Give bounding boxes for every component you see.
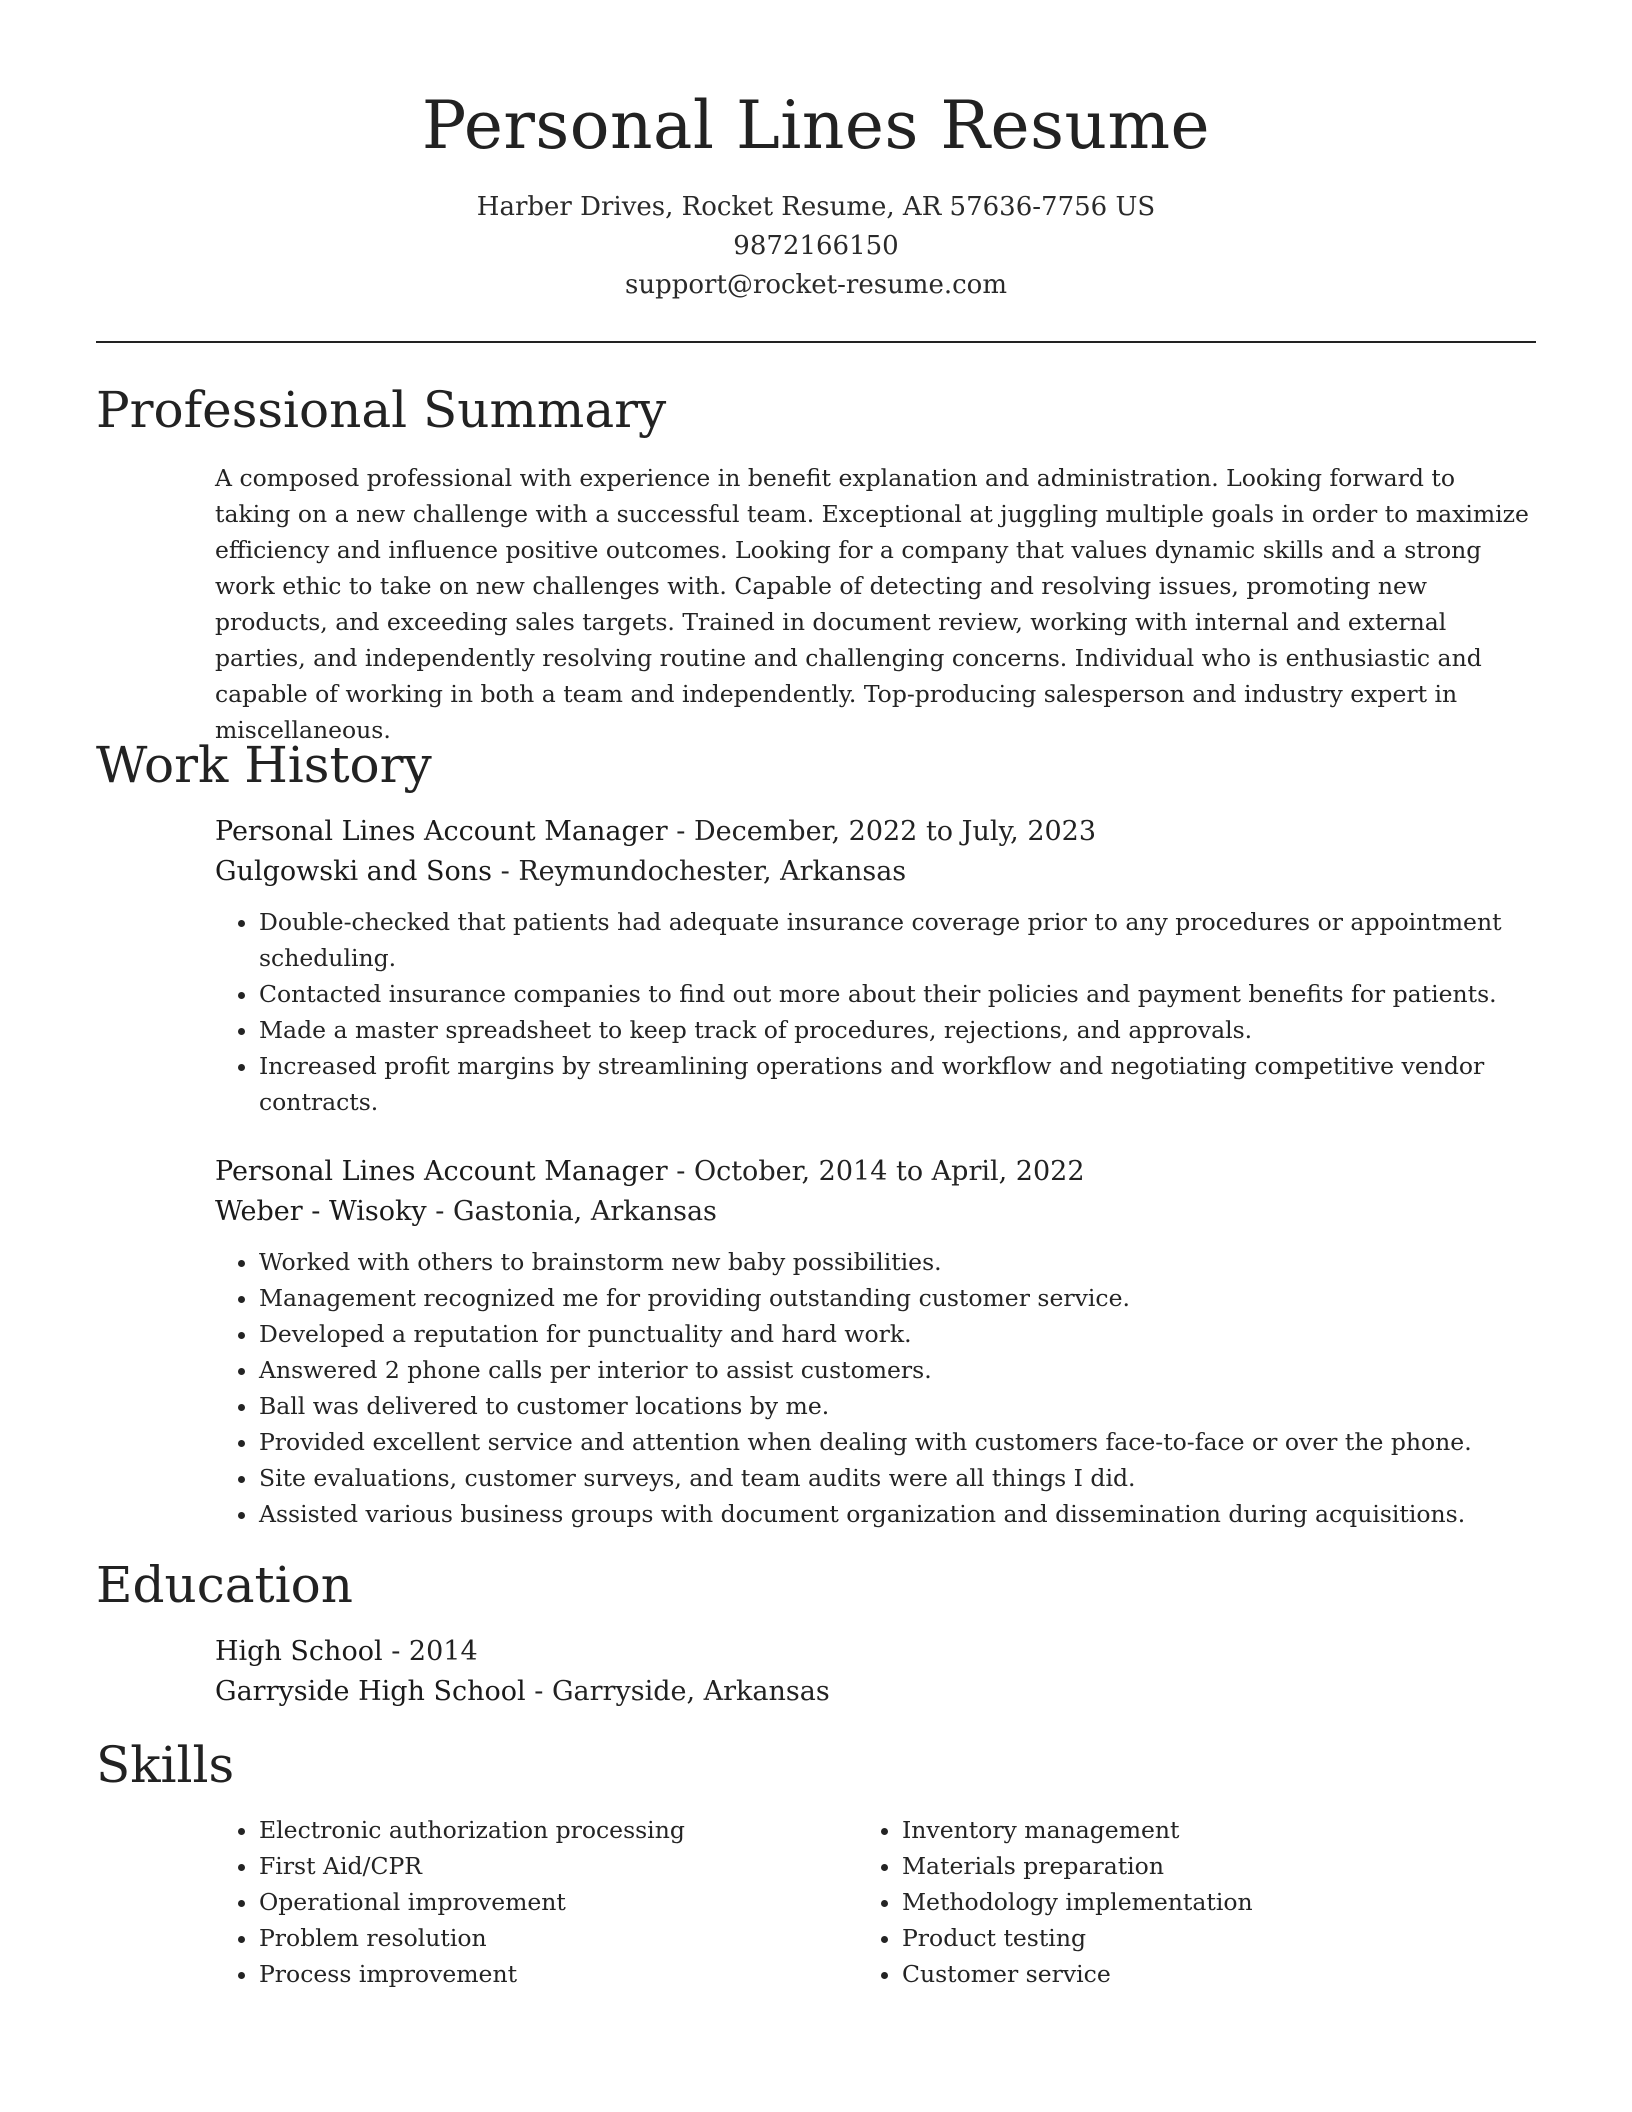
header-divider [96, 341, 1536, 343]
job-location: Gastonia, Arkansas [452, 1196, 717, 1227]
resume-name: Personal Lines Resume [421, 87, 1211, 164]
job-bullets [215, 904, 1535, 1120]
job-company-line [215, 1192, 1535, 1232]
education-school: Garryside High School [215, 1676, 526, 1707]
job-bullets [215, 1244, 1535, 1532]
skill-item: • Product testing [902, 1920, 1518, 1956]
job-bullet: • Made a master spreadsheet to keep track of procedures, rejections, and approvals. [259, 1012, 1535, 1048]
contact-address: Harber Drives, Rocket Resume, AR 57636-7756 US [476, 192, 1156, 222]
job-bullet: • Answered 2 phone calls per interior to assist customers. [259, 1352, 1535, 1388]
skills-column-left [215, 1812, 835, 1992]
job-role: Personal Lines Account Manager [215, 816, 668, 847]
job-separator: - [500, 856, 519, 887]
job-title-line [215, 812, 1535, 852]
job-company: Weber - Wisoky [215, 1196, 427, 1227]
section-title-summary: Professional Summary [96, 381, 667, 439]
skill-item: • First Aid/CPR [259, 1848, 835, 1884]
job-separator: - [676, 1156, 694, 1187]
education-degree: High School [215, 1636, 383, 1667]
skill-item: • Process improvement [259, 1956, 835, 1992]
job-bullet: • Developed a reputation for punctuality and hard work. [259, 1316, 1535, 1352]
job-entry-2 [215, 1152, 1535, 1532]
skill-item: • Customer service [902, 1956, 1518, 1992]
job-bullet: • Worked with others to brainstorm new baby possibilities. [259, 1244, 1535, 1280]
skill-item: • Materials preparation [902, 1848, 1518, 1884]
skills-column-right [858, 1812, 1518, 1992]
education-year: 2014 [408, 1636, 478, 1667]
job-separator: - [435, 1196, 453, 1227]
job-bullet: • Increased profit margins by streamlining operations and workflow and negotiating competitive vendor contracts. [259, 1048, 1535, 1120]
contact-email: support@rocket-resume.com [624, 270, 1007, 300]
education-school-line [215, 1672, 1535, 1712]
job-title-line [215, 1152, 1535, 1192]
section-title-work-history: Work History [96, 736, 432, 794]
job-bullet: • Contacted insurance companies to find out more about their policies and payment benefits for patients. [259, 976, 1535, 1012]
job-company: Gulgowski and Sons [215, 856, 493, 887]
skill-item: • Problem resolution [259, 1920, 835, 1956]
education-separator: - [534, 1676, 552, 1707]
job-dates: December, 2022 to July, 2023 [693, 816, 1097, 847]
job-dates: October, 2014 to April, 2022 [693, 1156, 1085, 1187]
job-bullet: • Management recognized me for providing outstanding customer service. [259, 1280, 1535, 1316]
job-bullet: • Provided excellent service and attention when dealing with customers face-to-face or over the phone. [259, 1424, 1535, 1460]
job-location: Reymundochester, Arkansas [518, 856, 907, 887]
skill-item: • Inventory management [902, 1812, 1518, 1848]
job-entry-1 [215, 812, 1535, 1120]
education-entry [215, 1632, 1535, 1712]
skill-item: • Operational improvement [259, 1884, 835, 1920]
job-bullet: • Assisted various business groups with document organization and dissemination during acquisitions. [259, 1496, 1535, 1532]
job-bullet: • Site evaluations, customer surveys, and team audits were all things I did. [259, 1460, 1535, 1496]
job-company-line [215, 852, 1535, 892]
skill-item: • Electronic authorization processing [259, 1812, 835, 1848]
section-title-skills: Skills [96, 1736, 235, 1794]
section-title-education: Education [96, 1556, 353, 1614]
summary-text: A composed professional with experience in benefit explanation and administration. Looking forward to taking on a new challenge with a successful team. Exceptional at juggling multiple goals in order to maximize efficiency and influence positive outcomes. Looking for a company that values dynamic skills and a strong work ethic to take on new challenges with. Capable of detecting and resolving issues, promoting new products, and exceeding sales targets. Trained in document review, working with internal and external parties, and independently resolving routine and challenging concerns. Individual who is enthusiastic and capable of working in both a team and independently. Top-producing salesperson and industry expert in miscellaneous. [215, 464, 1529, 744]
job-bullet: • Double-checked that patients had adequate insurance coverage prior to any procedures or appointment scheduling. [259, 904, 1535, 976]
contact-block [96, 188, 1536, 305]
education-degree-line [215, 1632, 1535, 1672]
job-bullet: • Ball was delivered to customer locations by me. [259, 1388, 1535, 1424]
education-separator: - [391, 1636, 409, 1667]
skills-list-right [858, 1812, 1518, 1992]
job-separator: - [676, 816, 694, 847]
resume-header [96, 84, 1536, 305]
skill-item: • Methodology implementation [902, 1884, 1518, 1920]
job-role: Personal Lines Account Manager [215, 1156, 668, 1187]
education-location: Garryside, Arkansas [551, 1676, 830, 1707]
skills-list-left [215, 1812, 835, 1992]
contact-phone: 9872166150 [733, 231, 899, 261]
